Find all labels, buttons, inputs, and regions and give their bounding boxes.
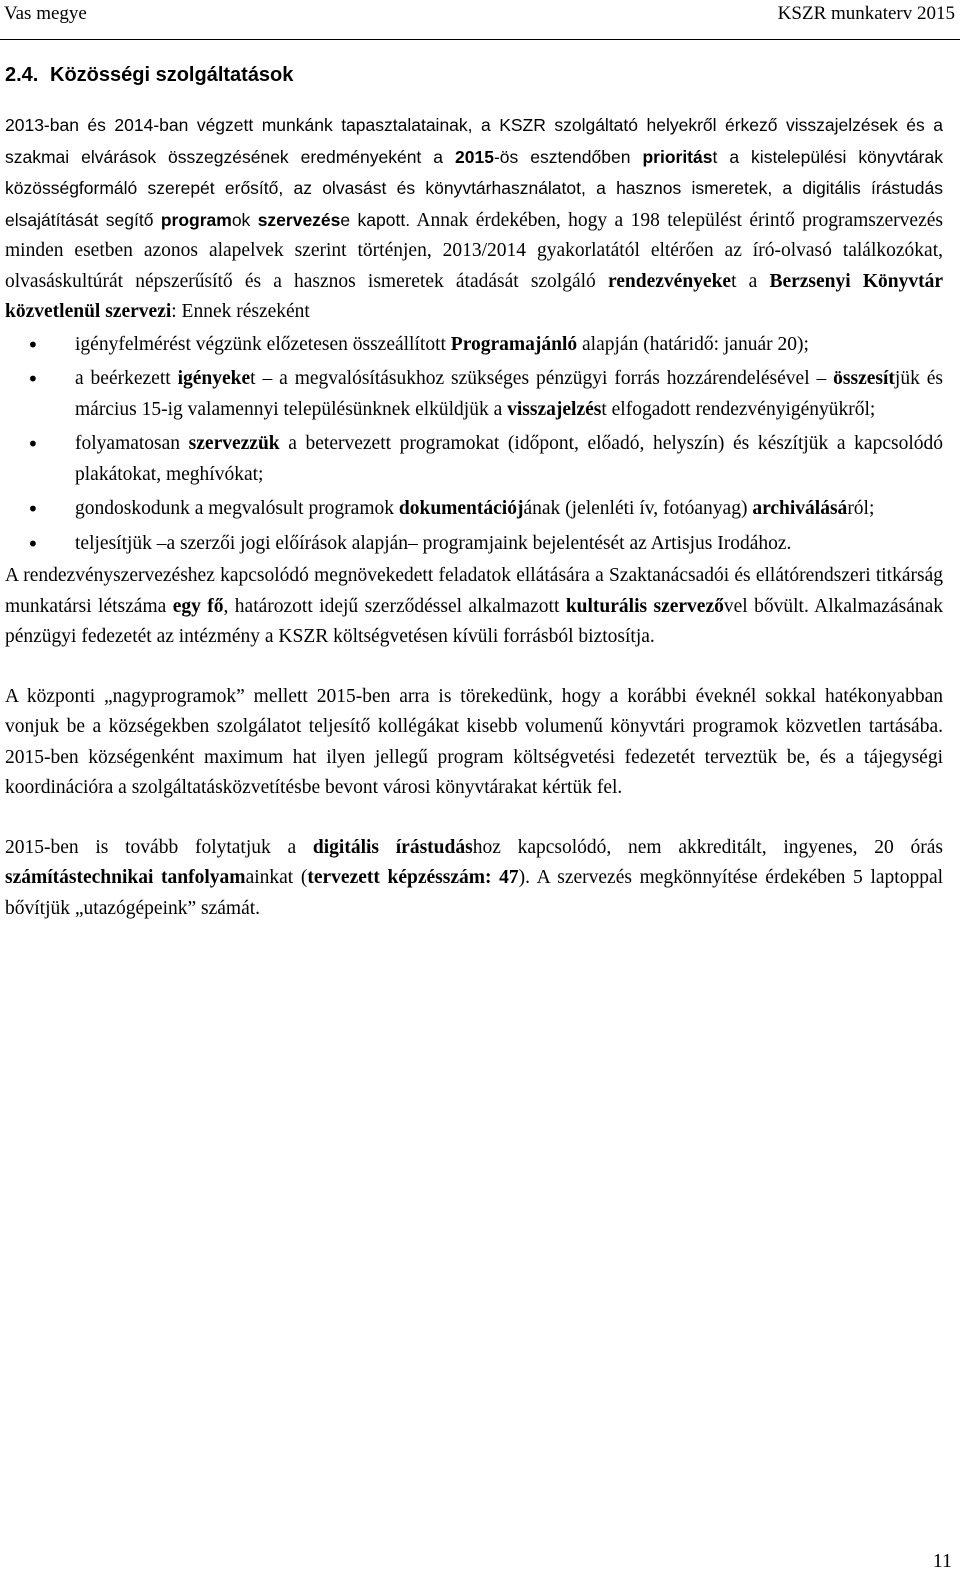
text-run: jük és március 15-ig valamennyi településünknek elküldjük a (75, 368, 943, 420)
bold-run: Berzsenyi Könyvtár közvetlenül szervezi (5, 270, 943, 322)
text-run: t – a megvalósításukhoz szükséges pénzügyi forrás hozzárendelésével – (250, 368, 834, 389)
list-item (75, 527, 943, 562)
list-item (75, 492, 943, 527)
bold-run: összesít (833, 368, 895, 389)
text-run: 2015-ben is tovább folytatjuk a (5, 836, 313, 858)
text-run: a betervezett programokat (időpont, előadó, helyszín) és készítjük a kapcsolódó plakátokat, meghívókat; (75, 433, 943, 485)
text-run: gondoskodunk a megvalósult programok (75, 498, 399, 519)
page-number: 11 (932, 1550, 952, 1572)
document-body (5, 62, 943, 924)
programs-paragraph (5, 682, 943, 804)
text-run: A központi „nagyprogramok” mellett 2015-ben arra is törekedünk, hogy a korábbi éveknél sokkal hatékonyabban vonjuk be a községekben szolgálatot teljesítő kollégákat kisebb volumenű könyvtári programok közvetlen tartásába. 2015-ben községenként maximum hat ilyen jellegű program költségvetési fedezetét terveztük be, és a tájegységi koordinációra a szolgáltatásközvetítésbe bevont városi könyvtárakat kértük fel. (5, 685, 943, 798)
section-title: Közösségi szolgáltatások (50, 64, 294, 86)
intro-paragraph (5, 110, 943, 328)
page-header (0, 0, 960, 40)
text-run: t a (731, 270, 770, 292)
text-run: hoz kapcsolódó, nem akkreditált, ingyenes, 20 órás (472, 836, 944, 858)
staffing-paragraph (5, 561, 943, 653)
digital-literacy-paragraph (5, 833, 943, 925)
bold-run: visszajelzés (507, 398, 602, 420)
bold-run: program (160, 209, 232, 230)
bold-run: kulturális szervező (565, 595, 724, 617)
text-run: : Ennek részeként (171, 301, 310, 322)
text-run: Annak érdekében, hogy a 198 települést érintő programszervezés minden esetben azonos alapelvek szerint történjen, 2013/2014 gyakorlatától eltérően az író-olvasó találkozókat, olvasáskultúrát népszerűsítő és a hasznos ismeretek átadását szolgáló (5, 209, 943, 292)
text-run: ok (231, 209, 258, 230)
bold-run: igényeke (177, 368, 251, 389)
text-run: t a kistelepülési könyvtárak közösségformáló szerepét erősítő, az olvasást és könyvtárhasználatot, a hasznos ismeretek, a digitális írástudás elsajátítását segítő (5, 146, 943, 230)
bold-run: archiválásá (752, 498, 848, 519)
bold-run: Programajánló (450, 333, 578, 355)
text-run: ainkat ( (245, 867, 308, 888)
list-item (75, 362, 943, 427)
bold-run: digitális írástudás (312, 836, 473, 858)
text-run: vel bővült. Alkalmazásának pénzügyi fedezetét az intézmény a KSZR költségvetésen kívüli forrásból biztosítja. (5, 595, 944, 647)
text-run: ). A szervezés megkönnyítése érdekében 5 laptoppal bővítjük „utazógépeink” számát. (5, 867, 944, 919)
bold-run: dokumentációj (398, 498, 524, 519)
list-item (75, 328, 943, 363)
list-item (75, 427, 943, 492)
bold-run: szervezés (257, 209, 341, 230)
section-number: 2.4. (5, 64, 39, 86)
text-run: e kapott. (340, 209, 411, 230)
text-run: A rendezvényszervezéshez kapcsolódó megnövekedett feladatok ellátására a Szaktanácsadói és ellátórendszeri titkárság munkatársi létszáma (5, 565, 943, 617)
text-run: t elfogadott rendezvényigényükről; (601, 398, 876, 420)
bold-run: számítástechnikai tanfolyam (5, 867, 246, 888)
text-run: , határozott idejű szerződéssel alkalmazott (223, 595, 566, 617)
bold-run: rendezvényeke (607, 270, 732, 292)
text-run: ról; (847, 498, 875, 519)
bold-run: prioritás (642, 146, 713, 167)
bold-run: egy fő (172, 595, 224, 617)
header-left-text: Vas megye (4, 3, 87, 24)
text-run: alapján (határidő: január 20); (577, 333, 809, 355)
text-run: 2013-ban és 2014-ban végzett munkánk tapasztalatainak, a KSZR szolgáltató helyekről érkező visszajelzések és a szakmai elvárások összegzésének eredményeként a (5, 115, 943, 167)
text-run: a beérkezett (75, 368, 178, 389)
header-right-text: KSZR munkaterv 2015 (777, 3, 955, 24)
text-run: -ös esztendőben (493, 146, 643, 167)
text-run: igényfelmérést végzünk előzetesen összeállított (75, 333, 451, 355)
bold-run: 2015 (455, 146, 494, 167)
text-run: folyamatosan (75, 433, 189, 454)
text-run: teljesítjük –a szerzői jogi előírások alapján– programjaink bejelentését az Artisjus Irodához. (75, 532, 792, 554)
bold-run: szervezzük (188, 433, 280, 454)
task-list (5, 328, 943, 562)
section-heading (5, 62, 943, 88)
bold-run: tervezett képzésszám: 47 (307, 867, 519, 888)
text-run: ának (jelenléti ív, fotóanyag) (523, 498, 753, 519)
